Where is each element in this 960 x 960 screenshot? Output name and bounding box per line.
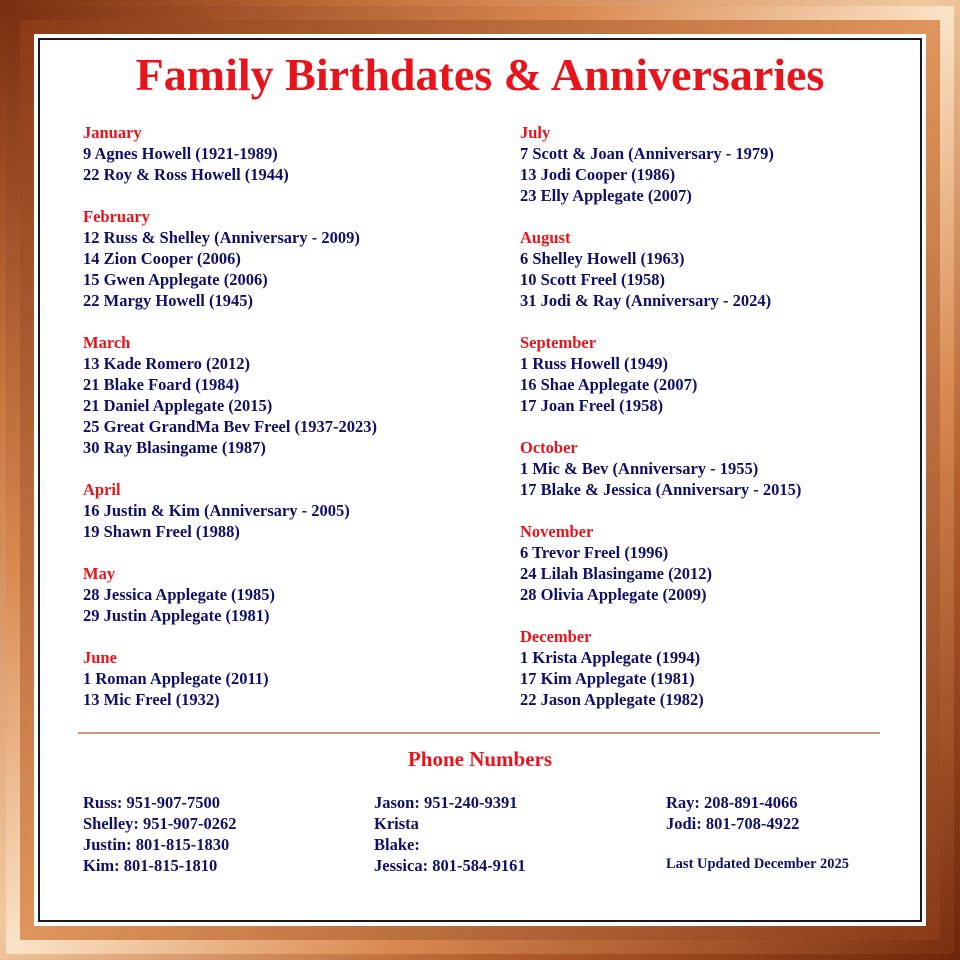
month-block-november bbox=[520, 521, 920, 605]
page-title: Family Birthdates & Anniversaries bbox=[135, 49, 825, 100]
date-entry: 6 Trevor Freel (1996) bbox=[520, 543, 669, 562]
month-heading: September bbox=[520, 333, 597, 352]
document-page bbox=[38, 38, 922, 922]
month-heading: April bbox=[83, 480, 121, 499]
month-heading: October bbox=[520, 438, 578, 457]
month-block-june bbox=[83, 647, 503, 710]
phone-entry: Ray: 208-891-4066 bbox=[666, 793, 798, 812]
month-block-january bbox=[83, 122, 503, 185]
date-entry: 28 Jessica Applegate (1985) bbox=[83, 585, 276, 604]
month-block-august bbox=[520, 227, 920, 311]
frame-mat bbox=[34, 34, 926, 926]
month-block-september bbox=[520, 332, 920, 416]
date-entry: 13 Jodi Cooper (1986) bbox=[520, 165, 676, 184]
date-entry: 31 Jodi & Ray (Anniversary - 2024) bbox=[520, 291, 772, 310]
month-block-february bbox=[83, 206, 503, 311]
date-entry: 28 Olivia Applegate (2009) bbox=[520, 585, 707, 604]
month-heading: August bbox=[520, 228, 571, 247]
date-entry: 25 Great GrandMa Bev Freel (1937-2023) bbox=[83, 417, 378, 436]
date-entry: 23 Elly Applegate (2007) bbox=[520, 186, 692, 205]
date-entry: 10 Scott Freel (1958) bbox=[520, 270, 665, 289]
date-entry: 15 Gwen Applegate (2006) bbox=[83, 270, 268, 289]
month-heading: January bbox=[83, 123, 142, 142]
phone-column-2 bbox=[374, 792, 526, 876]
section-divider bbox=[78, 732, 880, 734]
date-entry: 17 Blake & Jessica (Anniversary - 2015) bbox=[520, 480, 802, 499]
date-entry: 17 Kim Applegate (1981) bbox=[520, 669, 695, 688]
date-entry: 22 Roy & Ross Howell (1944) bbox=[83, 165, 289, 184]
phone-entry: Krista bbox=[374, 814, 419, 833]
month-block-march bbox=[83, 332, 503, 458]
month-block-april bbox=[83, 479, 503, 542]
phone-entry: Jessica: 801-584-9161 bbox=[374, 856, 526, 875]
month-heading: November bbox=[520, 522, 594, 541]
date-entry: 19 Shawn Freel (1988) bbox=[83, 522, 240, 541]
month-heading: March bbox=[83, 333, 131, 352]
months-right-column bbox=[520, 122, 920, 731]
date-entry: 7 Scott & Joan (Anniversary - 1979) bbox=[520, 144, 774, 163]
month-block-december bbox=[520, 626, 920, 710]
date-entry: 12 Russ & Shelley (Anniversary - 2009) bbox=[83, 228, 360, 247]
date-entry: 17 Joan Freel (1958) bbox=[520, 396, 664, 415]
phone-entry: Shelley: 951-907-0262 bbox=[83, 814, 237, 833]
month-heading: December bbox=[520, 627, 592, 646]
date-entry: 16 Justin & Kim (Anniversary - 2005) bbox=[83, 501, 350, 520]
last-updated-note: Last Updated December 2025 bbox=[666, 856, 849, 872]
date-entry: 1 Mic & Bev (Anniversary - 1955) bbox=[520, 459, 759, 478]
phone-column-3 bbox=[666, 792, 799, 834]
phone-column-1 bbox=[83, 792, 237, 876]
month-block-october bbox=[520, 437, 920, 500]
date-entry: 13 Mic Freel (1932) bbox=[83, 690, 220, 709]
date-entry: 16 Shae Applegate (2007) bbox=[520, 375, 698, 394]
phone-numbers-heading: Phone Numbers bbox=[407, 747, 553, 771]
month-heading: June bbox=[83, 648, 117, 667]
date-entry: 13 Kade Romero (2012) bbox=[83, 354, 250, 373]
date-entry: 29 Justin Applegate (1981) bbox=[83, 606, 270, 625]
date-entry: 1 Krista Applegate (1994) bbox=[520, 648, 701, 667]
phone-entry: Russ: 951-907-7500 bbox=[83, 793, 221, 812]
phone-entry: Jodi: 801-708-4922 bbox=[666, 814, 800, 833]
date-entry: 1 Roman Applegate (2011) bbox=[83, 669, 269, 688]
date-entry: 22 Margy Howell (1945) bbox=[83, 291, 254, 310]
date-entry: 30 Ray Blasingame (1987) bbox=[83, 438, 266, 457]
date-entry: 1 Russ Howell (1949) bbox=[520, 354, 669, 373]
months-left-column bbox=[83, 122, 503, 731]
month-block-july bbox=[520, 122, 920, 206]
month-heading: February bbox=[83, 207, 150, 226]
date-entry: 21 Daniel Applegate (2015) bbox=[83, 396, 273, 415]
date-entry: 21 Blake Foard (1984) bbox=[83, 375, 240, 394]
month-heading: May bbox=[83, 564, 116, 583]
date-entry: 24 Lilah Blasingame (2012) bbox=[520, 564, 713, 583]
month-block-may bbox=[83, 563, 503, 626]
phone-entry: Blake: bbox=[374, 835, 420, 854]
date-entry: 9 Agnes Howell (1921-1989) bbox=[83, 144, 278, 163]
phone-entry: Kim: 801-815-1810 bbox=[83, 856, 218, 875]
date-entry: 14 Zion Cooper (2006) bbox=[83, 249, 241, 268]
month-heading: July bbox=[520, 123, 551, 142]
date-entry: 6 Shelley Howell (1963) bbox=[520, 249, 685, 268]
date-entry: 22 Jason Applegate (1982) bbox=[520, 690, 704, 709]
phone-entry: Justin: 801-815-1830 bbox=[83, 835, 230, 854]
phone-entry: Jason: 951-240-9391 bbox=[374, 793, 518, 812]
